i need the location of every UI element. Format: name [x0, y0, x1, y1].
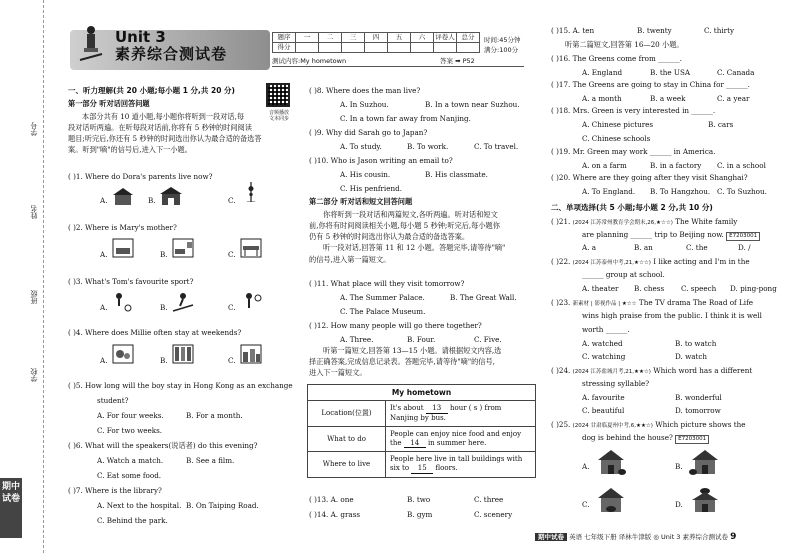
- full-score: 满分:100分: [484, 45, 519, 54]
- binding-label-name: 姓名: [30, 205, 38, 219]
- q11-option-a[interactable]: A. The Summer Palace.: [340, 293, 425, 302]
- row-text: in summer here.: [427, 438, 487, 447]
- tennis-icon[interactable]: [240, 292, 262, 312]
- q19-option-b[interactable]: B. in a factory: [650, 161, 702, 170]
- row-content: [386, 452, 536, 478]
- score-cell: 一: [296, 33, 319, 43]
- binding-label-student-id: 学号: [30, 122, 38, 136]
- question-18: ( )18. Mrs. Green is very interested in ______.: [551, 106, 716, 115]
- row-text: floors.: [435, 464, 458, 473]
- q5-option-c[interactable]: C. For two weeks.: [97, 426, 163, 435]
- q17-option-b[interactable]: B. a week: [650, 94, 686, 103]
- score-table: [272, 32, 480, 53]
- passage1-intro: [309, 345, 501, 378]
- question-10: ( )10. Who is Jason writing an email to?: [309, 156, 453, 165]
- question-23: [551, 298, 753, 308]
- farm-icon[interactable]: [112, 344, 134, 364]
- q16-option-b[interactable]: B. the USA: [650, 68, 691, 77]
- q14-option-b[interactable]: B. gym: [407, 510, 433, 519]
- score-cell: 题序: [273, 33, 296, 43]
- score-cell: 评卷人: [435, 33, 455, 42]
- table-row: [308, 452, 536, 478]
- score-input-cell[interactable]: [411, 43, 434, 53]
- gate-tower-icon[interactable]: [160, 186, 182, 206]
- option-label: C.: [228, 303, 236, 312]
- q7-option-c[interactable]: C. Behind the park.: [97, 516, 168, 525]
- living-room-icon[interactable]: [172, 238, 194, 258]
- blank-13[interactable]: 13: [426, 404, 448, 414]
- score-input-cell[interactable]: [342, 43, 365, 53]
- time-info: [484, 36, 520, 56]
- q7-option-a[interactable]: A. Next to the hospital.: [97, 501, 182, 510]
- q18-option-a[interactable]: A. Chinese pictures: [582, 120, 654, 129]
- brand-block: 期中试卷: [0, 478, 22, 538]
- question-16: ( )16. The Greens come from ______.: [551, 54, 682, 63]
- option-label: D.: [675, 500, 683, 509]
- question-21: [551, 217, 737, 227]
- binding-strip: [0, 0, 44, 553]
- intro-line: 你将听到一段对话和两篇短文,各听两遍。听对话和短文: [323, 210, 498, 219]
- table-row: [308, 401, 536, 427]
- q23-option-b[interactable]: B. to watch: [675, 339, 717, 348]
- score-header-row: [273, 33, 480, 43]
- q23-source: 新素材 | 影视作品 | ★☆☆: [572, 301, 637, 307]
- intro-line: 本部分共有 10 道小题,每小题你将听到一段对话,每: [82, 112, 245, 121]
- q21-code-badge: E7203001: [726, 232, 760, 241]
- q25-text-line: dog is behind the house?: [582, 433, 673, 442]
- part2-heading: 第二部分 听对话和短文回答问题: [309, 197, 413, 206]
- q10-option-c[interactable]: C. His penfriend.: [340, 184, 402, 193]
- q13-option-c[interactable]: C. three: [474, 495, 504, 504]
- q25-code-badge: E7203001: [675, 435, 709, 444]
- intro-line: 听第一篇短文,回答第 13—15 小题。请根据短文内容,选: [323, 346, 502, 355]
- row-content: [386, 401, 536, 427]
- q5-option-b[interactable]: B. For a month.: [186, 411, 243, 420]
- q21-text: The White family: [675, 217, 738, 226]
- intro-line: 前,你将有时间阅读相关小题,每小题 5 秒钟;听完后,每小题你: [309, 221, 500, 231]
- intro-line: 案。听到"嘀"的信号后,进入下一小题。: [68, 145, 192, 155]
- q23-text-cont: wins high praise from the public. I think it is well: [582, 311, 762, 320]
- q23-option-c[interactable]: C. watching: [582, 352, 626, 361]
- passage2-intro: 听第二篇短文,回答第 16—20 小题。: [565, 40, 684, 49]
- q20-option-c[interactable]: C. To Suzhou.: [717, 187, 767, 196]
- bathroom-icon[interactable]: [112, 238, 134, 258]
- q24-number: ( )24.: [551, 366, 571, 375]
- q9-option-c[interactable]: C. To travel.: [474, 142, 519, 151]
- q11-option-b[interactable]: B. The Great Wall.: [450, 293, 517, 302]
- q21-text-line: are planning ______ trip to Beijing now.: [582, 230, 724, 239]
- time-limit: 时间:45分钟: [484, 36, 521, 44]
- section1-heading: 一、听力理解(共 20 小题;每小题 1 分,共 20 分): [68, 86, 235, 95]
- row-text: hour ( s ) from Nanjing by bus.: [390, 404, 502, 423]
- q8-option-c[interactable]: C. In a town far away from Nanjing.: [340, 114, 471, 123]
- q14-option-c[interactable]: C. scenery: [474, 510, 513, 519]
- score-cell: 五: [388, 33, 411, 43]
- tower-icon[interactable]: [240, 182, 262, 202]
- q6-option-a[interactable]: A. Watch a match.: [97, 456, 164, 465]
- q16-option-a[interactable]: A. England: [582, 68, 623, 77]
- test-title: 素养综合测试卷: [115, 45, 228, 63]
- intro-line: 的信号,进入第一篇短文。: [309, 254, 391, 264]
- library-icon[interactable]: [172, 344, 194, 364]
- question-6: ( )6. What will the speakers(说话者) do this evening?: [68, 441, 258, 450]
- q6-option-b[interactable]: B. See a film.: [186, 456, 235, 465]
- question-5: ( )5. How long will the boy stay in Hong Kong as an exchange: [68, 381, 293, 390]
- town-icon[interactable]: [240, 344, 262, 364]
- question-25: [551, 420, 745, 430]
- q23-text-end: worth ______.: [582, 325, 630, 334]
- q13-option-b[interactable]: B. two: [407, 495, 431, 504]
- score-cell: 得分: [273, 43, 296, 53]
- unit-title: Unit 3: [115, 28, 166, 46]
- score-input-cell[interactable]: [434, 43, 457, 53]
- option-label: A.: [100, 356, 108, 365]
- question-24: [551, 366, 752, 376]
- blank-14[interactable]: 14: [404, 439, 426, 449]
- score-input-cell[interactable]: [388, 43, 411, 53]
- score-cell: 三: [342, 33, 365, 43]
- doghouse-icon[interactable]: [594, 486, 628, 514]
- q22-option-d[interactable]: D. ping-pong: [730, 284, 777, 293]
- question-12: ( )12. How many people will go there together?: [309, 321, 482, 330]
- q24-option-d[interactable]: D. tomorrow: [675, 406, 721, 415]
- intro-line: 段对话听两遍。在听每段对话前,你将有 5 秒钟的时间阅读: [68, 123, 252, 133]
- q22-option-a[interactable]: A. theater: [582, 284, 619, 293]
- option-label: A.: [582, 462, 590, 471]
- q12-option-b[interactable]: B. Four.: [407, 335, 436, 344]
- q18-option-c[interactable]: C. Chinese schools: [582, 134, 651, 143]
- q15-option-c[interactable]: C. thirty: [704, 26, 735, 35]
- q21-option-d[interactable]: D. /: [738, 243, 751, 252]
- intro-line: 题目;听完后,你还有 5 秒钟的时间选出你认为最合适的备选答: [68, 134, 262, 144]
- header-rule: [272, 66, 524, 67]
- intro-line: 择正确答案,完成信息记录表。答题完毕,请等待"嘀"的信号,: [309, 357, 495, 367]
- question-5-cont: student?: [97, 396, 129, 405]
- q10-option-b[interactable]: B. His classmate.: [425, 170, 488, 179]
- option-label: C.: [582, 500, 590, 509]
- q9-option-a[interactable]: A. To study.: [340, 142, 382, 151]
- intro-line: 进入下一篇短文。: [309, 368, 367, 378]
- qr-caption: 音频播放 文本同步: [268, 110, 289, 122]
- blank-15[interactable]: 15: [411, 464, 433, 474]
- footer-tag: 期中试卷: [535, 533, 567, 541]
- section2-heading: 二、单项选择(共 5 小题;每小题 2 分,共 10 分): [551, 203, 713, 212]
- score-input-cell[interactable]: [457, 43, 480, 53]
- q8-option-a[interactable]: A. In Suzhou.: [340, 100, 389, 109]
- score-cell: 二: [319, 33, 342, 43]
- q22-option-c[interactable]: C. speech: [681, 284, 717, 293]
- q6-option-c[interactable]: C. Eat some food.: [97, 471, 162, 480]
- row-label: Location(位置): [308, 401, 386, 427]
- q21-option-b[interactable]: B. an: [634, 243, 653, 252]
- question-4: ( )4. Where does Millie often stay at weekends?: [68, 328, 242, 337]
- q10-option-a[interactable]: A. His cousin.: [340, 170, 391, 179]
- score-cell: 四: [365, 33, 388, 43]
- test-content: 测试内容:My hometown: [272, 57, 347, 65]
- q21-option-c[interactable]: C. the: [686, 243, 708, 252]
- q23-option-a[interactable]: A. watched: [582, 339, 623, 348]
- doghouse-icon[interactable]: [688, 448, 722, 476]
- q21-text-cont: [582, 230, 760, 241]
- doghouse-icon[interactable]: [688, 486, 722, 514]
- q24-option-b[interactable]: B. wonderful: [675, 393, 722, 402]
- q20-option-b[interactable]: B. To Hangzhou.: [650, 187, 711, 196]
- question-14: ( )14. A. grass: [309, 510, 361, 519]
- q21-number: ( )21.: [551, 217, 571, 226]
- option-label: C.: [228, 196, 236, 205]
- qr-code[interactable]: [266, 83, 290, 107]
- score-value-row: [273, 43, 480, 53]
- footer-text: 英语 七年级下册 译林牛津版 ◎ Unit 3 素养综合测试卷: [569, 533, 729, 541]
- q23-number: ( )23.: [551, 298, 571, 307]
- part1-heading: 第一部分 听对话回答问题: [68, 99, 150, 108]
- option-label: A.: [100, 196, 108, 205]
- kitchen-icon[interactable]: [240, 238, 262, 258]
- q24-option-c[interactable]: C. beautiful: [582, 406, 625, 415]
- question-9: ( )9. Why did Sarah go to Japan?: [309, 128, 428, 137]
- option-label: C.: [228, 356, 236, 365]
- part2-intro: [309, 209, 505, 265]
- row-label: Where to live: [308, 452, 386, 478]
- question-2: ( )2. Where is Mary's mother?: [68, 223, 177, 232]
- question-8: ( )8. Where does the man live?: [309, 86, 421, 95]
- q11-option-c[interactable]: C. The Palace Museum.: [340, 307, 426, 316]
- intro-line: 听一段对话,回答第 11 和 12 小题。答题完毕,请等待"嘀": [323, 243, 506, 253]
- q23-text: The TV drama The Road of Life: [638, 298, 753, 307]
- page-footer: [535, 532, 736, 543]
- page-number: 9: [730, 532, 737, 542]
- q24-source: (2024 江苏盐城月考,21,★★☆): [572, 369, 651, 375]
- row-content: [386, 426, 536, 452]
- option-label: B.: [675, 462, 683, 471]
- question-1: ( )1. Where do Dora's parents live now?: [68, 172, 213, 181]
- q18-option-b[interactable]: B. cars: [708, 120, 734, 129]
- q24-option-a[interactable]: A. favourite: [582, 393, 625, 402]
- q7-option-b[interactable]: B. On Taiping Road.: [186, 501, 259, 510]
- question-19: ( )19. Mr. Green may work ______ in America.: [551, 147, 716, 156]
- q22-text: I like acting and I'm in the: [653, 257, 750, 266]
- q25-number: ( )25.: [551, 420, 571, 429]
- banner-figure-icon: [78, 24, 104, 64]
- q21-option-a[interactable]: A. a: [582, 243, 597, 252]
- skiing-icon[interactable]: [172, 292, 194, 312]
- q22-text-cont: ______ group at school.: [582, 270, 665, 279]
- row-text: It's about: [390, 404, 424, 413]
- intro-line: 仍有 5 秒钟的时间选出你认为最合适的备选答案。: [309, 232, 470, 242]
- q23-option-d[interactable]: D. watch: [675, 352, 708, 361]
- answer-page-ref: 答案 ➡ P52: [440, 57, 475, 65]
- question-15: ( )15. A. ten: [551, 26, 595, 35]
- option-label: B.: [160, 356, 168, 365]
- q21-source: (2024 江苏常州教育学会期末,26,★☆☆): [572, 220, 673, 226]
- q5-option-a[interactable]: A. For four weeks.: [97, 411, 164, 420]
- q19-option-c[interactable]: C. in a school: [717, 161, 766, 170]
- question-7: ( )7. Where is the library?: [68, 486, 162, 495]
- table-title: My hometown: [308, 385, 536, 401]
- score-input-cell[interactable]: [365, 43, 388, 53]
- q12-option-a[interactable]: A. Three.: [340, 335, 374, 344]
- q24-text: Which word has a different: [653, 366, 753, 375]
- score-input-cell[interactable]: [319, 43, 342, 53]
- row-label: What to do: [308, 426, 386, 452]
- row-text: People can enjoy nice food and enjoy the: [390, 429, 522, 447]
- question-11: ( )11. What place will they visit tomorrow?: [309, 279, 465, 288]
- q25-text-cont: [582, 433, 709, 444]
- binding-label-school: 学校: [30, 368, 38, 382]
- house-icon[interactable]: [112, 186, 134, 206]
- question-13: ( )13. A. one: [309, 495, 354, 504]
- q17-option-a[interactable]: A. a month: [582, 94, 622, 103]
- doghouse-icon[interactable]: [594, 448, 628, 476]
- row-text: People here live in tall buildings with six to: [390, 455, 523, 473]
- q20-option-a[interactable]: A. To England.: [582, 187, 636, 196]
- score-cell: 总分: [457, 33, 480, 43]
- q17-option-c[interactable]: C. a year: [717, 94, 750, 103]
- q15-option-b[interactable]: B. twenty: [637, 26, 672, 35]
- q22-source: (2024 江苏泰州中考,21,★☆☆): [572, 260, 651, 266]
- question-20: ( )20. Where are they going after they visit Shanghai?: [551, 173, 748, 182]
- option-label: B.: [160, 303, 168, 312]
- part1-intro: [68, 111, 262, 156]
- q16-option-c[interactable]: C. Canada: [717, 68, 755, 77]
- score-input-cell[interactable]: [296, 43, 319, 53]
- score-cell: 六: [411, 33, 434, 43]
- q9-option-b[interactable]: B. To work.: [407, 142, 449, 151]
- option-label: B.: [160, 250, 168, 259]
- question-17: ( )17. The Greens are going to stay in China for ______.: [551, 80, 750, 89]
- option-label: A.: [100, 250, 108, 259]
- question-22: [551, 257, 750, 267]
- q24-text-cont: stressing syllable?: [582, 379, 650, 388]
- question-3: ( )3. What's Tom's favourite sport?: [68, 277, 194, 286]
- q8-option-b[interactable]: B. In a town near Suzhou.: [425, 100, 520, 109]
- q19-option-a[interactable]: A. on a farm: [582, 161, 627, 170]
- q12-option-c[interactable]: C. Five.: [474, 335, 502, 344]
- option-label: C.: [228, 250, 236, 259]
- hometown-table: [307, 384, 536, 478]
- q22-number: ( )22.: [551, 257, 571, 266]
- football-icon[interactable]: [112, 292, 134, 312]
- q25-source: (2024 甘肃临夏州中考,6,★★☆): [572, 423, 653, 429]
- option-label: B.: [148, 196, 156, 205]
- binding-label-class: 班级: [30, 290, 38, 304]
- q22-option-b[interactable]: B. chess: [634, 284, 665, 293]
- q25-text: Which picture shows the: [655, 420, 746, 429]
- table-row: [308, 426, 536, 452]
- option-label: A.: [100, 303, 108, 312]
